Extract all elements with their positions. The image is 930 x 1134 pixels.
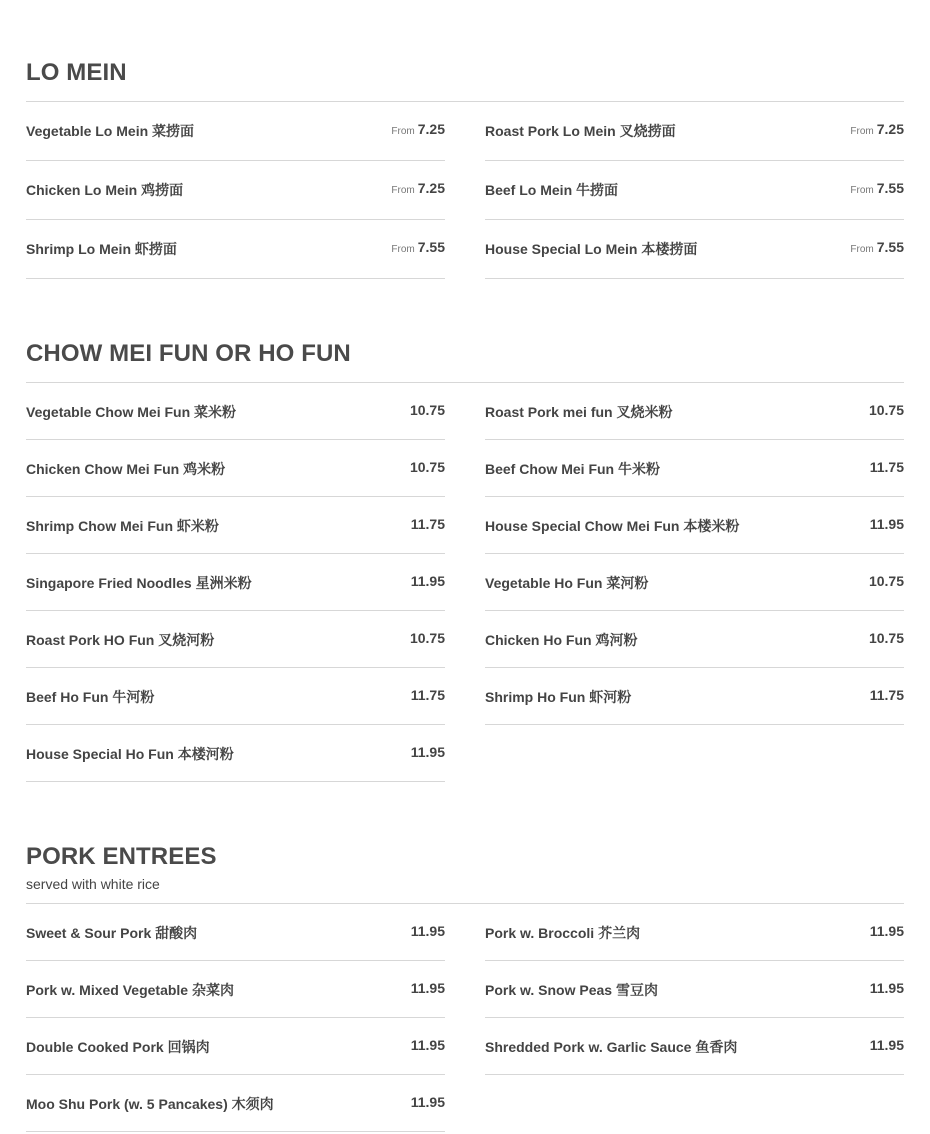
menu-item-price: 11.75 — [869, 459, 904, 475]
menu-item[interactable] — [485, 161, 904, 220]
menu-item-price — [850, 121, 904, 137]
menu-item-price: 11.95 — [410, 923, 445, 939]
menu-item[interactable] — [26, 161, 445, 220]
menu-item-price: 10.75 — [409, 402, 445, 418]
menu-item[interactable] — [26, 554, 445, 611]
menu-item[interactable] — [485, 102, 904, 161]
menu-item-name: Beef Chow Mei Fun 牛米粉 — [485, 461, 660, 477]
menu-column-right — [485, 102, 904, 279]
menu-item-name: Vegetable Ho Fun 菜河粉 — [485, 575, 649, 591]
menu-column-right — [485, 904, 904, 1075]
menu-item-name: Roast Pork HO Fun 叉烧河粉 — [26, 632, 215, 648]
menu-item[interactable] — [26, 1018, 445, 1075]
menu-item-price: 11.95 — [869, 1037, 904, 1053]
section-chow-mei-fun — [26, 340, 904, 783]
menu-item-name: Pork w. Mixed Vegetable 杂菜肉 — [26, 982, 234, 998]
price-value: 7.25 — [417, 121, 445, 137]
menu-item[interactable] — [485, 383, 904, 440]
price-from-label: From — [391, 244, 415, 255]
menu-item[interactable] — [26, 1075, 445, 1132]
section-title: CHOW MEI FUN OR HO FUN — [26, 340, 351, 367]
menu-item-price: 11.75 — [410, 687, 445, 703]
price-value: 7.55 — [417, 239, 445, 255]
price-value: 7.55 — [876, 180, 904, 196]
menu-item-name: Vegetable Chow Mei Fun 菜米粉 — [26, 404, 237, 420]
menu-item-name: Sweet & Sour Pork 甜酸肉 — [26, 925, 198, 941]
menu-item-name: Pork w. Snow Peas 雪豆肉 — [485, 982, 658, 998]
menu-item[interactable] — [485, 1018, 904, 1075]
section-subtitle: served with white rice — [26, 876, 160, 892]
menu-item-name: Shredded Pork w. Garlic Sauce 鱼香肉 — [485, 1039, 738, 1055]
menu-item-price: 11.95 — [410, 1037, 445, 1053]
menu-item[interactable] — [26, 611, 445, 668]
menu-item-price: 10.75 — [409, 630, 445, 646]
price-from-label: From — [391, 126, 415, 137]
menu-item-price — [391, 239, 445, 255]
menu-item-name: Vegetable Lo Mein 菜捞面 — [26, 123, 195, 139]
menu-item-price: 10.75 — [409, 459, 445, 475]
menu-item[interactable] — [26, 102, 445, 161]
menu-item-price: 11.75 — [869, 687, 904, 703]
section-lo-mein — [26, 59, 904, 280]
price-from-label: From — [850, 126, 874, 137]
menu-item-name: Beef Lo Mein 牛捞面 — [485, 182, 619, 198]
menu-item[interactable] — [485, 554, 904, 611]
menu-item-name: Chicken Ho Fun 鸡河粉 — [485, 632, 638, 648]
menu-item-name: Beef Ho Fun 牛河粉 — [26, 689, 155, 705]
menu-item-price: 11.95 — [869, 516, 904, 532]
menu-item-name: Shrimp Chow Mei Fun 虾米粉 — [26, 518, 219, 534]
menu-item[interactable] — [26, 725, 445, 782]
menu-item[interactable] — [26, 668, 445, 725]
menu-item-price: 11.75 — [410, 516, 445, 532]
menu-item-name: Roast Pork Lo Mein 叉烧捞面 — [485, 123, 676, 139]
menu-item-price — [391, 121, 445, 137]
menu-item[interactable] — [26, 220, 445, 279]
menu-item[interactable] — [485, 961, 904, 1018]
menu-item-price: 11.95 — [410, 573, 445, 589]
menu-item-name: House Special Chow Mei Fun 本楼米粉 — [485, 518, 740, 534]
menu-item-price: 11.95 — [410, 744, 445, 760]
price-value: 7.55 — [876, 239, 904, 255]
menu-item[interactable] — [485, 904, 904, 961]
menu-item[interactable] — [26, 904, 445, 961]
price-value: 7.25 — [876, 121, 904, 137]
menu-column-left — [26, 904, 445, 1132]
menu-item-name: Pork w. Broccoli 芥兰肉 — [485, 925, 641, 941]
menu-item[interactable] — [485, 497, 904, 554]
menu-item-name: House Special Lo Mein 本楼捞面 — [485, 241, 698, 257]
menu-item-price: 11.95 — [869, 980, 904, 996]
menu-item-price: 11.95 — [410, 1094, 445, 1110]
menu-item-name: Singapore Fried Noodles 星洲米粉 — [26, 575, 252, 591]
menu-item[interactable] — [485, 668, 904, 725]
menu-item-name: House Special Ho Fun 本楼河粉 — [26, 746, 234, 762]
menu-item[interactable] — [26, 497, 445, 554]
menu-item[interactable] — [485, 440, 904, 497]
menu-item-price: 10.75 — [868, 630, 904, 646]
section-title: LO MEIN — [26, 59, 127, 86]
menu-item-price: 10.75 — [868, 402, 904, 418]
menu-item[interactable] — [26, 440, 445, 497]
menu-item-price — [850, 180, 904, 196]
price-from-label: From — [391, 185, 415, 196]
menu-item-name: Chicken Chow Mei Fun 鸡米粉 — [26, 461, 226, 477]
menu-column-right — [485, 383, 904, 725]
menu-item[interactable] — [26, 961, 445, 1018]
menu-item-name: Double Cooked Pork 回锅肉 — [26, 1039, 210, 1055]
menu-item-price: 11.95 — [410, 980, 445, 996]
menu-column-left — [26, 102, 445, 279]
menu-item[interactable] — [485, 220, 904, 279]
price-from-label: From — [850, 244, 874, 255]
menu-item-name: Chicken Lo Mein 鸡捞面 — [26, 182, 184, 198]
menu-item-price — [850, 239, 904, 255]
section-title: PORK ENTREES — [26, 843, 217, 870]
menu-column-left — [26, 383, 445, 782]
price-from-label: From — [850, 185, 874, 196]
menu-item-price — [391, 180, 445, 196]
section-pork-entrees — [26, 843, 904, 1134]
menu-item-name: Moo Shu Pork (w. 5 Pancakes) 木须肉 — [26, 1096, 274, 1112]
menu-item-price: 10.75 — [868, 573, 904, 589]
menu-item[interactable] — [485, 611, 904, 668]
menu-item-price: 11.95 — [869, 923, 904, 939]
menu-item[interactable] — [26, 383, 445, 440]
price-value: 7.25 — [417, 180, 445, 196]
menu-item-name: Shrimp Ho Fun 虾河粉 — [485, 689, 632, 705]
menu-item-name: Shrimp Lo Mein 虾捞面 — [26, 241, 177, 257]
menu-item-name: Roast Pork mei fun 叉烧米粉 — [485, 404, 673, 420]
